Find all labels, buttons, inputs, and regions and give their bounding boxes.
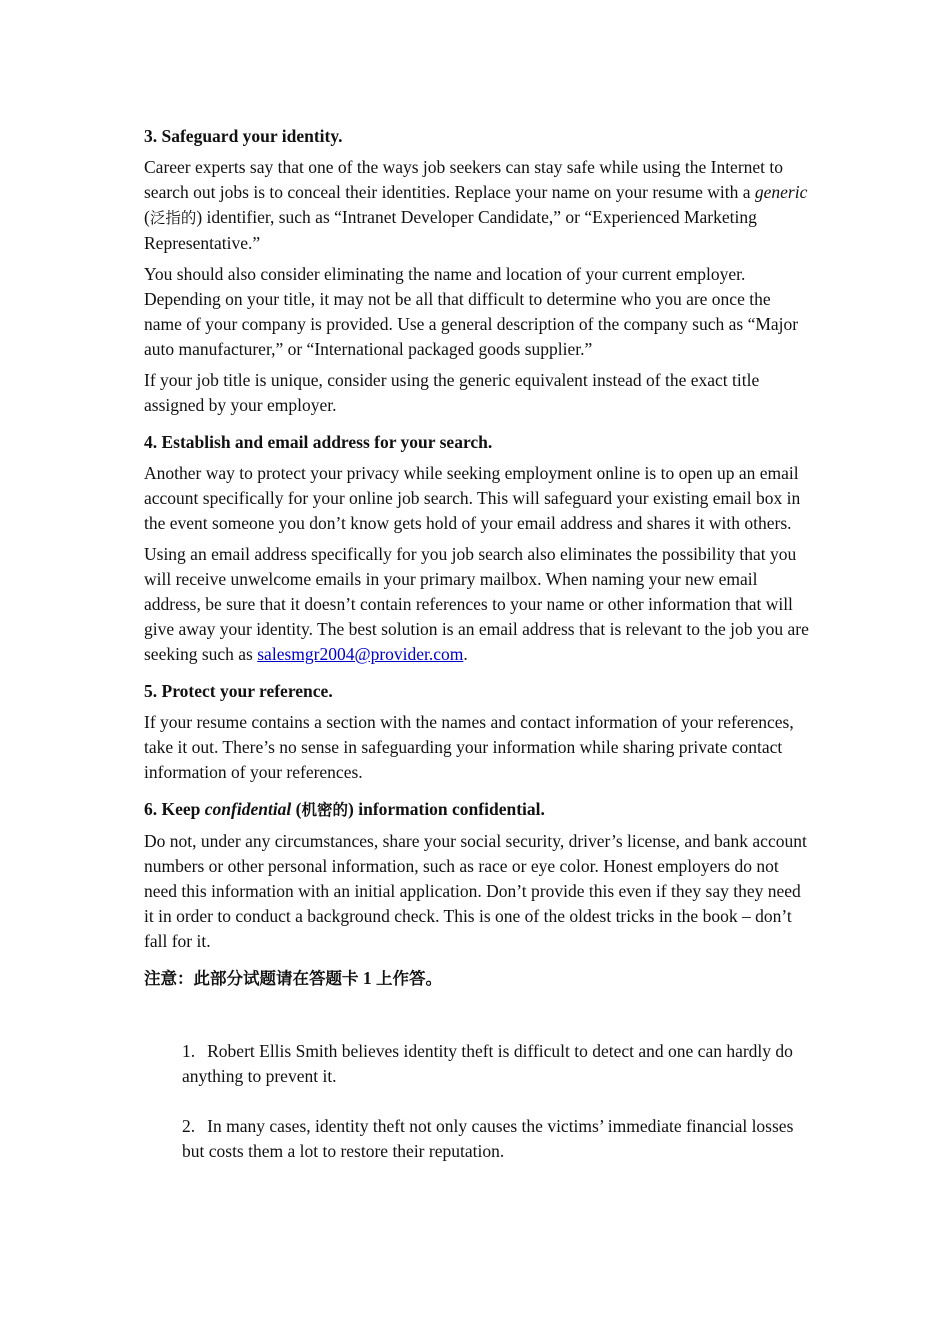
italic-term-confidential: confidential: [204, 799, 292, 819]
text-run: Using an email address specifically for you job search also eliminates the possibility that you will receive unwelcome emails in your primary mailbox. When naming your new email address, be sure that it doesn’t contain references to your name or other information that will give away your identity. The best solution is an email address that is relevant to the job you are seeking such as: [144, 544, 809, 664]
section-5-paragraph-1: If your resume contains a section with the names and contact information of your references, take it out. There’s no sense in safeguarding your information while sharing private contact information of your references.: [144, 712, 794, 782]
section-3-paragraph-1: [144, 155, 810, 256]
article-body: [144, 124, 810, 991]
section-4-paragraph-1: Another way to protect your privacy while seeking employment online is to open up an email account specifically for your online job search. This will safeguard your existing email box in the event someone you don’t know gets hold of your email address and shares it with others.: [144, 463, 801, 533]
text-run: ) identifier, such as “Intranet Developer Candidate,” or “Experienced Marketing Representative.”: [144, 207, 757, 253]
question-text: Robert Ellis Smith believes identity theft is difficult to detect and one can hardly do anything to prevent it.: [182, 1041, 793, 1086]
question-list: [182, 1039, 812, 1189]
note-number: 1: [358, 968, 376, 988]
note-text: 注意：此部分试题请在答题卡: [144, 969, 359, 988]
answer-sheet-note: [144, 966, 810, 991]
section-heading-3: 3. Safeguard your identity.: [144, 126, 343, 146]
email-link[interactable]: salesmgr2004@provider.com: [257, 644, 464, 664]
section-6-paragraph-1: Do not, under any circumstances, share your social security, driver’s license, and bank account numbers or other personal information, such as race or eye color. Honest employers do not need this information with an initial application. Don’t provide this even if they say they need it in order to conduct a background check. This is one of the oldest tricks in the book – don’t fall for it.: [144, 831, 807, 951]
chinese-gloss: 泛指的: [149, 209, 197, 227]
section-heading-6: [144, 797, 810, 823]
heading-run: ) information confidential.: [348, 799, 545, 819]
note-text: 上作答。: [376, 969, 442, 988]
section-4-paragraph-2: [144, 542, 810, 667]
text-run: Career experts say that one of the ways job seekers can stay safe while using the Internet to search out jobs is to conceal their identities. Replace your name on your resume with a: [144, 157, 784, 202]
question-number: 1.: [182, 1041, 196, 1061]
question-item: [182, 1039, 812, 1089]
heading-run: (: [291, 799, 302, 819]
question-text: In many cases, identity theft not only causes the victims’ immediate financial losses but costs them a lot to restore their reputation.: [182, 1116, 794, 1161]
text-run: (: [144, 207, 150, 227]
question-item: [182, 1114, 812, 1164]
section-3-paragraph-3: If your job title is unique, consider using the generic equivalent instead of the exact title assigned by your employer.: [144, 370, 760, 415]
question-number: 2.: [182, 1116, 196, 1136]
section-heading-5: 5. Protect your reference.: [144, 681, 333, 701]
section-3-paragraph-2: You should also consider eliminating the name and location of your current employer. Depending on your title, it may not be all that difficult to determine who you are once the name of your company is provided. Use a general description of the company such as “Major auto manufacturer,” or “International packaged goods supplier.”: [144, 264, 799, 359]
section-heading-4: 4. Establish and email address for your search.: [144, 432, 493, 452]
text-run: .: [463, 644, 468, 664]
chinese-gloss: 机密的: [301, 801, 349, 819]
italic-term-generic: generic: [754, 182, 808, 202]
heading-run: 6. Keep: [144, 799, 205, 819]
